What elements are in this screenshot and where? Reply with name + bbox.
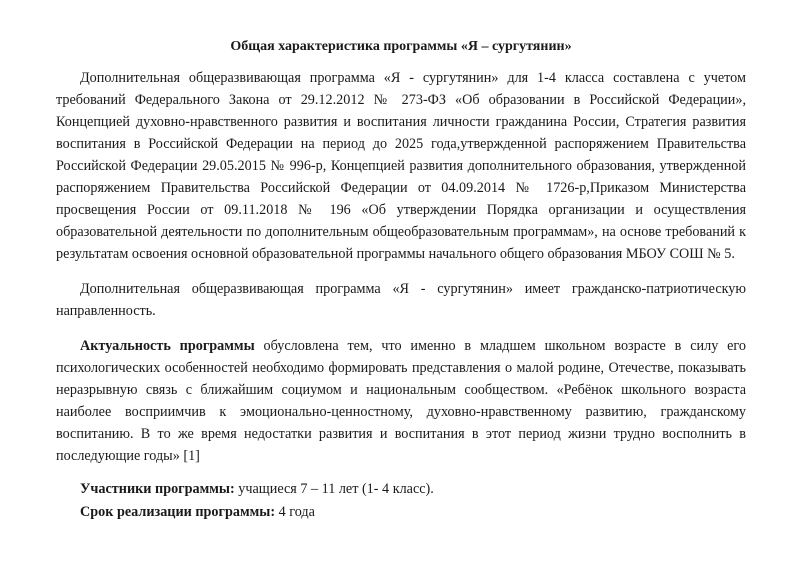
document-title: Общая характеристика программы «Я – сургутянин»: [230, 39, 572, 54]
paragraph-participants: [56, 478, 746, 500]
relevance-label: Актуальность программы: [80, 338, 255, 354]
paragraph-orientation: Дополнительная общеразвивающая программа «Я - сургутянин» имеет гражданско-патриотическую направленность.: [56, 281, 746, 319]
duration-label: Срок реализации программы:: [80, 504, 276, 520]
participants-text: учащиеся 7 – 11 лет (1- 4 класс).: [234, 481, 434, 497]
paragraph-legal-basis: Дополнительная общеразвивающая программа «Я - сургутянин» для 1-4 класса составлена с учетом требований Федерального Закона от 29.12.2012 № 273-ФЗ «Об образовании в Российской Федерации», Концепцией духовно-нравственного развития и воспитания личности гражданина России, Стратегия развития воспитания в Российской Федерации на период до 2025 года,утвержденной распоряжением Правительства Российской Федерации 29.05.2015 № 996-р, Концепцией развития дополнительного образования, утвержденной распоряжением Правительства Российской Федерации от 04.09.2014 № 1726-р,Приказом Министерства просвещения России от 09.11.2018 № 196 «Об утверждении Порядка организации и осуществления образовательной деятельности по дополнительным общеобразовательным программам», на основе требований к результатам освоения основной образовательной программы начального общего образования МБОУ СОШ № 5.: [56, 70, 746, 262]
relevance-text: обусловлена тем, что именно в младшем школьном возрасте в силу его психологических особенностей необходимо формировать представления о малой родине, Отечестве, показывать неразрывную связь с ближайшим социумом и национальным сообществом. «Ребёнок школьного возраста наиболее восприимчив к эмоционально-ценностному, духовно-нравственному развитию, гражданскому воспитанию. В то же время недостатки развития и воспитания в этот период жизни трудно восполнить в последующие годы» [1]: [56, 338, 746, 464]
document-page: [56, 36, 746, 523]
paragraph-relevance: [56, 335, 746, 467]
participants-label: Участники программы:: [80, 481, 235, 497]
duration-text: 4 года: [275, 504, 315, 520]
paragraph-duration: [56, 501, 746, 523]
